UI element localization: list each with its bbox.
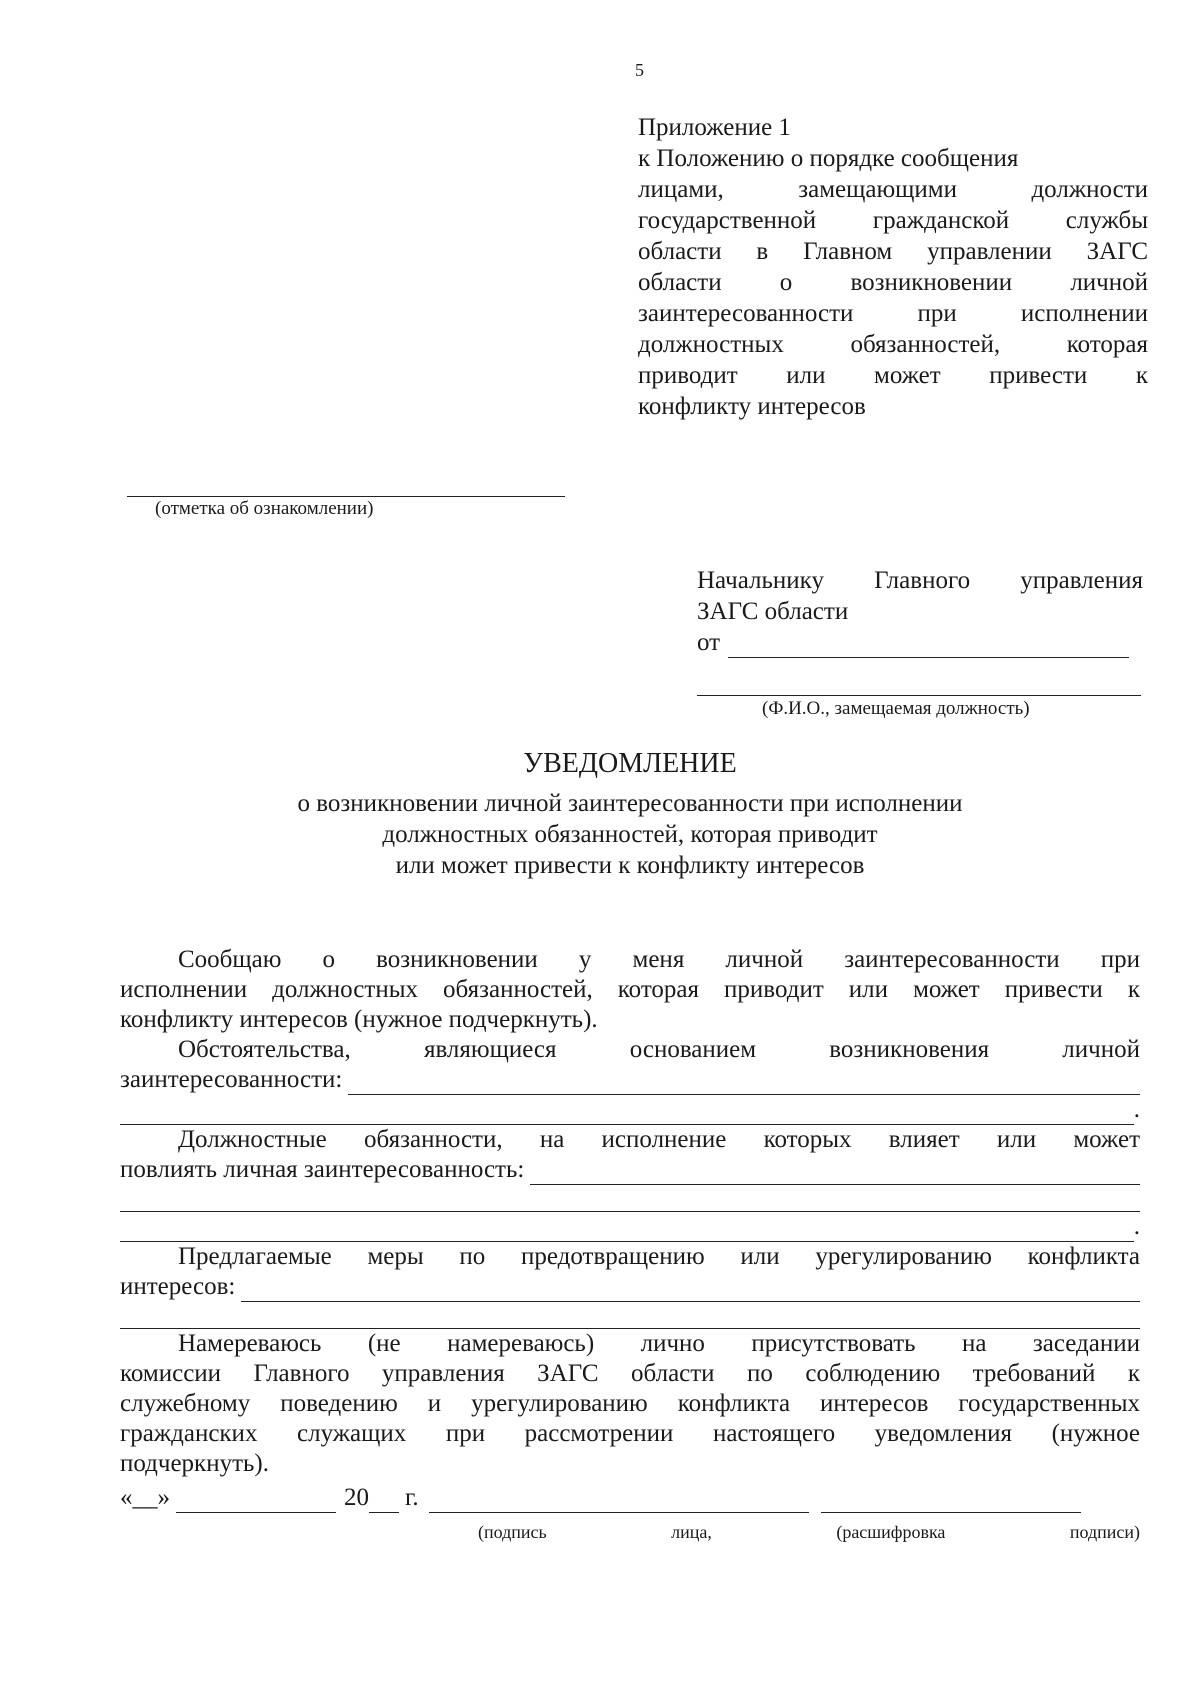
document-title: УВЕДОМЛЕНИЕ <box>523 748 737 779</box>
appendix-line: области о возникновении личной <box>638 269 1148 296</box>
appendix-line: приводит или может привести к <box>638 362 1148 389</box>
addressee-block <box>697 565 1143 658</box>
appendix-line: Приложение 1 <box>638 114 791 141</box>
fio-field[interactable] <box>697 695 1141 696</box>
body-line: конфликту интересов (нужное подчеркнуть). <box>120 1006 598 1033</box>
body-line: подчеркнуть). <box>120 1450 269 1477</box>
body-line: Намереваюсь (не намереваюсь) лично присутствовать на заседании <box>178 1330 1140 1357</box>
date-signature-row <box>120 1483 1140 1513</box>
appendix-line: к Положению о порядке сообщения <box>638 145 1019 172</box>
date-year-suffix: г. <box>405 1484 419 1511</box>
body-line: служебному поведению и урегулированию конфликта интересов государственных <box>120 1390 1140 1417</box>
appendix-line: должностных обязанностей, которая <box>638 331 1148 358</box>
date-year-field[interactable] <box>369 1490 399 1513</box>
date-year-prefix: 20 <box>344 1484 369 1511</box>
duties-field-3[interactable] <box>120 1215 1134 1242</box>
signature-caption: лица, <box>671 1522 712 1542</box>
subtitle-line: о возникновении личной заинтересованности при исполнении <box>297 790 963 817</box>
signature-decoding-field[interactable] <box>821 1490 1081 1513</box>
circumstances-row <box>120 1095 1140 1125</box>
date-day[interactable]: «__» <box>120 1484 170 1511</box>
body-line: интересов: <box>120 1273 236 1300</box>
duties-field[interactable] <box>530 1162 1140 1185</box>
date-month-field[interactable] <box>176 1490 336 1513</box>
appendix-heading <box>638 112 1148 422</box>
period: . <box>1133 1213 1140 1240</box>
appendix-line: государственной гражданской службы <box>638 207 1148 234</box>
subtitle-line: или может привести к конфликту интересов <box>395 852 865 879</box>
body-line: Предлагаемые меры по предотвращению или урегулированию конфликта <box>178 1243 1140 1270</box>
duties-row <box>120 1155 1140 1185</box>
appendix-line: заинтересованности при исполнении <box>638 300 1148 327</box>
document-subtitle <box>0 788 1200 881</box>
page-number: 5 <box>635 60 644 80</box>
from-label: от <box>697 629 721 656</box>
body-line: Должностные обязанности, на исполнение которых влияет или может <box>178 1126 1140 1153</box>
addressee-line: Начальнику Главного управления <box>697 567 1143 594</box>
body-line: повлиять личная заинтересованность: <box>120 1156 525 1183</box>
circumstances-field-2[interactable] <box>120 1098 1134 1125</box>
acknowledgement-line[interactable] <box>127 496 565 497</box>
body-line: комиссии Главного управления ЗАГС области по соблюдению требований к <box>120 1360 1140 1387</box>
fio-caption: (Ф.И.О., замещаемая должность) <box>762 698 1030 719</box>
subtitle-line: должностных обязанностей, которая приводит <box>382 821 878 848</box>
body-line: Сообщаю о возникновении у меня личной заинтересованности при <box>178 946 1140 973</box>
acknowledgement-caption: (отметка об ознакомлении) <box>155 498 374 519</box>
from-row <box>697 627 1143 658</box>
measures-field[interactable] <box>241 1279 1140 1302</box>
signature-caption: подписи) <box>1069 1522 1140 1542</box>
body-line: гражданских служащих при рассмотрении настоящего уведомления (нужное <box>120 1420 1140 1447</box>
signature-caption: (расшифровка <box>836 1522 946 1542</box>
measures-field-2[interactable] <box>120 1302 1140 1329</box>
appendix-line: области в Главном управлении ЗАГС <box>638 238 1148 265</box>
body-line: заинтересованности: <box>120 1066 343 1093</box>
appendix-line: конфликту интересов <box>638 393 866 420</box>
duties-field-2[interactable] <box>120 1185 1140 1212</box>
notification-body <box>120 945 1140 1547</box>
measures-row <box>120 1272 1140 1302</box>
circumstances-field[interactable] <box>348 1072 1140 1095</box>
body-line: исполнении должностных обязанностей, которая приводит или может привести к <box>120 976 1140 1003</box>
period: . <box>1133 1096 1140 1123</box>
signature-field[interactable] <box>429 1490 809 1513</box>
signature-captions <box>478 1517 1140 1547</box>
addressee-line: ЗАГС области <box>697 598 849 625</box>
signature-caption: (подпись <box>478 1522 547 1542</box>
from-field[interactable] <box>728 635 1129 658</box>
circumstances-row <box>120 1065 1140 1095</box>
duties-row <box>120 1212 1140 1242</box>
appendix-line: лицами, замещающими должности <box>638 176 1148 203</box>
body-line: Обстоятельства, являющиеся основанием возникновения личной <box>178 1036 1140 1063</box>
